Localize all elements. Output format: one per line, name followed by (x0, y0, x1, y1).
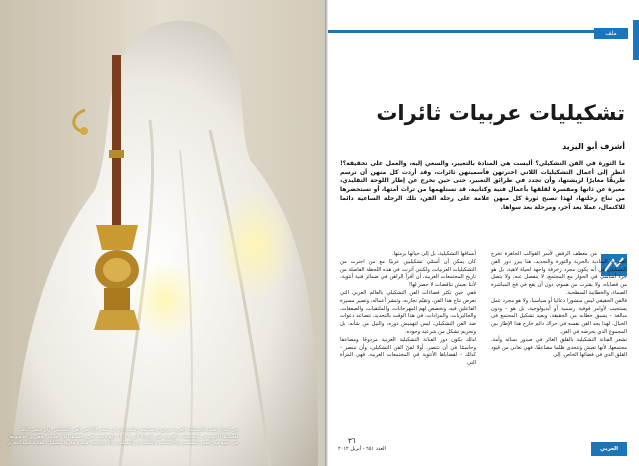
section-label: ملف (594, 28, 628, 39)
article-title: تشكيليات عربيات ثائرات (376, 101, 625, 125)
photo-caption: من أعمال الفنانة التشكيلية العربية مزدوج ومضاعف وحاسم: في أن تنتصر أولاً لفن الفن التشكيلي، وأن تنتصر كذلك لقضاياها الأنثوية في المجتمعات العربية، فهي المرأة التي لا تزال تتابع قضية تحرير جسدها إطار تقليدي يخفي وراءه قيودها في جميع قيم التغيير الشخصية والاجتماعية والاقتصادية والسياسية والأيدولوجية، فيلتزم فكرها وتشكيل، للفنانة أمنية النجري (7, 428, 238, 447)
article-column-left (340, 251, 476, 368)
magazine-logo: العربي (591, 442, 627, 456)
article-author: أشرف أبو اليزيد (562, 142, 625, 151)
body-paragraph: كان يمكن أن أسمّي تشكيليين عربيًا مع من اخترت من التشكيليات العربيات، ولكنني آثرت، في هذه اللحظة الفاصلة من تاريخ المجتمعات العربية، أن أقرأ الراهن في ضمائر فنية أنثوية، لأننا نعيش تناقضات لا حصر لها! (340, 258, 476, 289)
body-paragraph: فالفن الحقيقي ليس منشورا دعائيا أو سياسيا، ولا هو مجرد عمل يستجيب لأوامر فوقية رسمية أو أيديولوجية، بل هو - ودون مبالغة - يسبق خطابه من الحقيقة، ويعيد تشكيل المجتمع في الخيال، لهذا يجد الفن نفسه في حراك دائم خارج هذا الإطار بين المجموع الذي يحرضه في الفن. (491, 297, 627, 335)
body-paragraph: أنساقها التشكيلية، بل إلى حياتها برمتها. (392, 251, 476, 257)
body-paragraph: ففي حين تكثر فضاءات الفن التشكيلي بالعالم العربي التي تعرض نتاج هذا الفن، وتقيّم تجاربه، وتنشر أعماله، وتصير مسيرة الفاعلين فيه، وتخصص لهم المهرجانات، والملتقيات، والصفقات، والجاليريات، والمزادات، في هذا الوقت بالتحديد، تتصاعد دعوات ضد الفن التشكيلي، ليس لتهميش دوره، والنيل من شأنه، بل وتحريم تشكل من شرعية وجوده. (340, 289, 476, 335)
body-paragraph: لذلك يكون دور الفنانة التشكيلية العربية مزدوجًا ومضاعفا وحاسمًا في أن تنتصر، أولا لفنّ الفن التشكيلي، وأن تنتصر - كذلك - لقضاياها الأنثوية في المجتمعات العربية، فهي المرأة التي (340, 336, 476, 367)
article-column-right (491, 251, 627, 360)
body-paragraph: من معطف الرفض لأسر القوالب الجاهزة تخرج الصرخة المنادية بالحرية والثورة والتجديد، هنا يبرز دور الفن التشكيلي في أنه يكون مجرد زخرفة واجهة لحياة لاهية، بل هو جزء أساسي في الحوار مع المجتمع، لا ينفصل عنه، ولا يتصل من قضاياه، ولا يقترب من هموم، دون أن يقع في فخ المباشرة الصماء، والخطابية السطحية. (491, 251, 627, 296)
issue-info: العدد ٦٥١ - أبريل ٢٠١٢ (338, 446, 386, 452)
article-lead: ما الثورة في الفن التشكيلي؟ أليست هي المنادة بالتغيير، والسعي إليه، والعمل على تحقيقه؟! انظر إلى أعمال التشكيليات اللاتي اخترتهن فأسميتهن ثائرات، وقد أردت كل منهن أن ترسم طريقًا مغايرًا لريشتها، وأن تجدد في طرائق التعبير، حتى حين تخرج عن إطار اللوحة التقليدي، معبرة عن ذاتها ومفسرة لقلقها بأعمال فنية وكتابية، قد تستلهمها من تراث أمتها، أو تستحضرها من نتاج رحلتها، لهذا تصبح ثورة كل منهن علامة على رحلة الفن، تلك الرحلة الساعية دائما للاكتمال، عملا بعد آخر، ومرحلة بعد سواها. (340, 160, 625, 211)
article-page (328, 0, 639, 466)
section-bar (328, 30, 628, 33)
page-edge-tab (633, 20, 639, 60)
body-paragraph: تشعر الفنانة التشكيلية بالقلق الغائر في صدور نسائه وأمة، مجتمعها، لأنها تعيش وتتحدى ظلما مضاعفًا، فهي تعاني من قيود القلق الذي في فضائها الخاص، إلى (491, 336, 627, 359)
page-number: ٣٦ (348, 437, 356, 445)
